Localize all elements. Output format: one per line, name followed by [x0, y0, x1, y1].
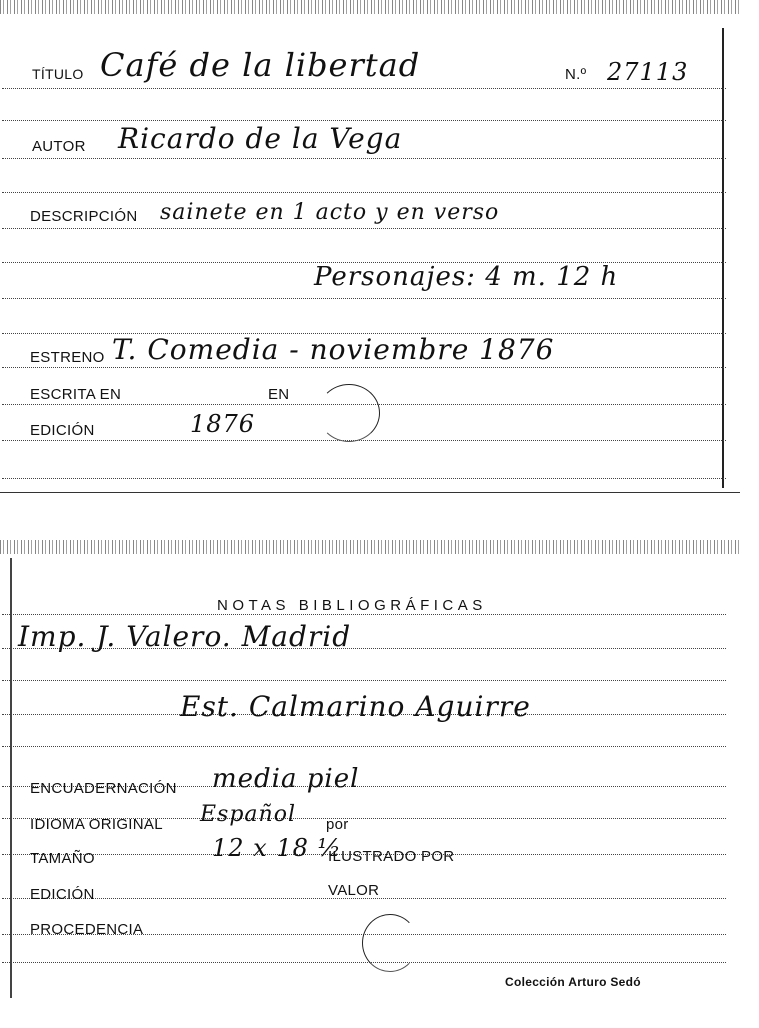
note-line-1: Imp. J. Valero. Madrid — [18, 620, 352, 653]
procedencia-label: PROCEDENCIA — [30, 921, 144, 938]
tamano-value: 12 x 18 ½ — [212, 834, 342, 862]
ilustrado-por-label: ILUSTRADO POR — [328, 848, 455, 865]
edicion-label: EDICIÓN — [30, 422, 95, 439]
coleccion-footer: Colección Arturo Sedó — [505, 975, 641, 989]
ruled-line — [2, 680, 726, 681]
scan-edge-noise — [0, 540, 740, 554]
ruled-line — [2, 120, 726, 121]
catalog-card-front — [0, 0, 740, 493]
ruled-line — [2, 962, 726, 963]
idioma-original-label: IDIOMA ORIGINAL — [30, 816, 163, 833]
escrita-en-label: ESCRITA EN — [30, 386, 122, 403]
ruled-line — [2, 158, 726, 159]
descripcion-value: sainete en 1 acto y en verso — [160, 200, 500, 225]
titulo-label: TÍTULO — [32, 66, 84, 82]
ruled-line — [2, 298, 726, 299]
descripcion-label: DESCRIPCIÓN — [30, 208, 138, 225]
ruled-line — [2, 88, 726, 89]
autor-label: AUTOR — [32, 138, 86, 155]
card-right-edge — [722, 28, 724, 488]
note-line-2: Est. Calmarino Aguirre — [180, 690, 531, 723]
personajes-note: Personajes: 4 m. 12 h — [314, 262, 619, 292]
encuadernacion-value: media piel — [212, 764, 360, 794]
ruled-line — [2, 478, 726, 479]
numero-value: 27113 — [607, 58, 689, 86]
punch-hole — [318, 384, 380, 442]
ruled-line — [2, 440, 726, 441]
encuadernacion-label: ENCUADERNACIÓN — [30, 780, 177, 797]
ruled-line — [2, 192, 726, 193]
ruled-line — [2, 228, 726, 229]
edicion-label: EDICIÓN — [30, 886, 95, 903]
valor-label: VALOR — [328, 882, 380, 899]
en-label: EN — [268, 386, 290, 403]
edicion-value: 1876 — [190, 410, 256, 438]
estreno-value: T. Comedia - noviembre 1876 — [112, 333, 555, 366]
numero-label: N.º — [565, 66, 587, 83]
estreno-label: ESTRENO — [30, 349, 105, 366]
scan-edge-noise — [0, 0, 740, 14]
ruled-line — [2, 614, 726, 615]
notas-bibliograficas-heading: NOTAS BIBLIOGRÁFICAS — [217, 597, 487, 614]
punch-hole — [362, 914, 418, 972]
ruled-line — [2, 367, 726, 368]
titulo-value: Café de la libertad — [100, 46, 421, 84]
tamano-label: TAMAÑO — [30, 850, 95, 867]
idioma-original-value: Español — [200, 802, 296, 827]
card-left-edge — [10, 558, 12, 998]
autor-value: Ricardo de la Vega — [118, 122, 403, 155]
ruled-line — [2, 746, 726, 747]
por-label: por — [326, 816, 349, 833]
